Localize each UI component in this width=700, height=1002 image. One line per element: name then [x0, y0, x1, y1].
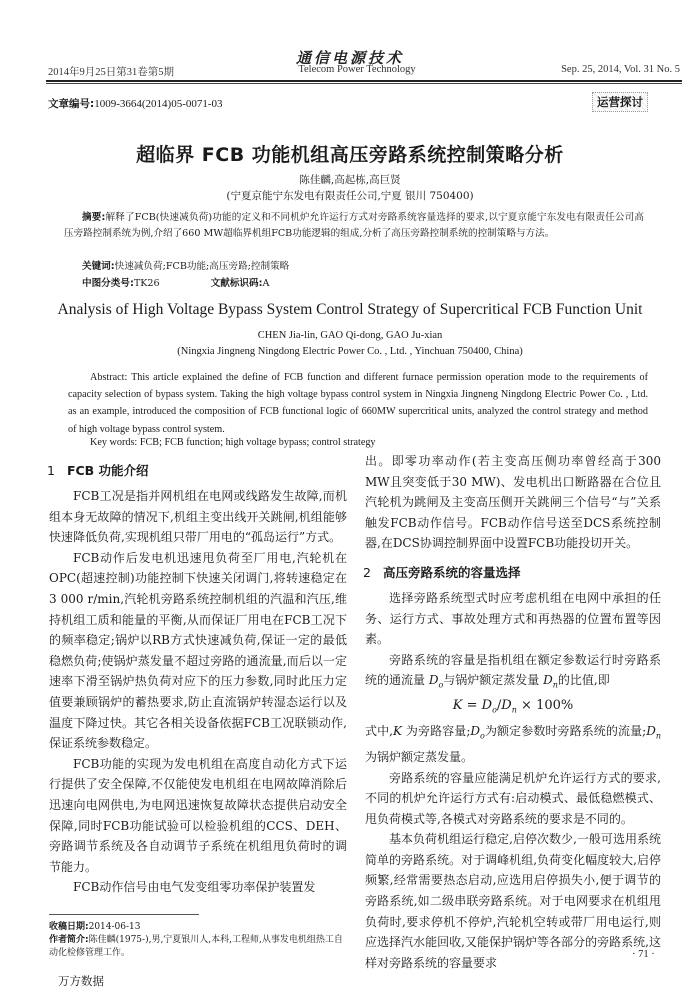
right-column: [365, 451, 661, 973]
capacity-formula: [365, 696, 661, 721]
section-2-paragraph: 基本负荷机组运行稳定,启停次数少,一般可选用系统简单的旁路系统。对于调峰机组,负荷变化幅度较大,启停频繁,经常需要热态启动,应选用启停损失小,便于调节的旁路系统,如二级串联旁路系统。对于电网要求在机组甩负荷时,要求停机不停炉,汽轮机空转或带厂用电运行,则应选择汽水能回收,又能保护锅炉等各部分的旁路系统,这样对旁路系统的容量要求: [365, 832, 661, 970]
section-2-paragraph: 旁路系统的容量应能满足机炉允许运行方式的要求,不同的机炉允许运行方式有:启动模式、最低稳燃模式、甩负荷模式等,各模式对旁路系统的要求是不同的。: [365, 770, 661, 826]
authors-cn: 陈佳麟,高起栋,高巨贤: [299, 174, 401, 186]
formula-numerator: D: [481, 698, 493, 714]
section-1-number: 1: [47, 463, 55, 478]
keywords-en: [90, 437, 376, 448]
keywords-en-label: Key words:: [90, 437, 138, 448]
header-rule: [46, 80, 682, 82]
title-en: Analysis of High Voltage Bypass System Control Strategy of Supercritical FCB Function Unit: [57, 301, 643, 318]
section-1-heading: [47, 460, 347, 482]
formula-denominator-sub: n: [511, 705, 517, 715]
header-rule-thin: [46, 83, 682, 84]
article-number-value: 1009-3664(2014)05-0071-03: [94, 98, 223, 110]
formula-numerator-sub: o: [492, 705, 497, 715]
abstract-en-text: This article explained the define of FCB function and different furnace permission operation mode to the requirements of capacity selection of bypass system. Taking the high voltage bypass control system in Ningxia Jingneng Ningdong Electric Power Co. , Ltd. as an example, introduced the composition of FCB functional logic of 660MW supercritical units, analyzed the control strategy and method of high voltage bypass control system.: [68, 372, 648, 435]
received-date: [49, 921, 349, 934]
text-run: 为旁路容量;: [405, 723, 471, 738]
abstract-en-label: Abstract:: [90, 372, 128, 383]
doc-code-label: 文献标识码:: [210, 278, 263, 289]
title-cn: 超临界 FCB 功能机组高压旁路系统控制策略分析: [136, 144, 564, 166]
keywords-en-text: FCB; FCB function; high voltage bypass; control strategy: [139, 437, 376, 448]
abstract-cn-text: 解释了FCB(快速减负荷)功能的定义和不同机炉允许运行方式对旁路系统容量选择的要求,以宁夏京能宁东发电有限责任公司高压旁路控制系统为例,介绍了660 MW超临界机组FCB功能逻辑的组成,分析了高压旁路控制系统的控制策略与方法。: [64, 212, 644, 239]
abstract-cn-label: 摘要:: [82, 212, 106, 223]
clc-value: TK26: [133, 278, 160, 289]
section-2-heading: [363, 562, 661, 584]
section-2-paragraph: [365, 650, 661, 697]
section-1-continued: 出。即零功率动作(若主变高压侧功率曾经高于300 MW且突变低于30 MW)、发电机出口断路器在合位且汽轮机为跳闸及主变高压侧开关跳闸三个信号“与”关系触发FCB动作信号。FCB动作信号送至DCS系统控制器,在DCS协调控制界面中设置FCB功能投切开关。: [365, 454, 661, 551]
left-column: [49, 458, 347, 898]
section-1-paragraph: FCB工况是指并网机组在电网或线路发生故障,而机组本身无故障的情况下,机组主变出线开关跳闸,机组能够快速降低负荷,实现机组只带厂用电的“孤岛运行”方式。: [49, 489, 347, 545]
author-bio-text: 陈佳麟(1975-),男,宁夏银川人,本科,工程师,从事发电机组热工自动化检修管理工作。: [49, 935, 343, 958]
section-2-paragraph: 选择旁路系统型式时应考虑机组在电网中承担的任务、运行方式、事故处理方式和再热器的位置布置等因素。: [365, 590, 661, 647]
running-header: [34, 64, 680, 80]
received-value: 2014-06-13: [88, 922, 141, 932]
received-label: 收稿日期:: [49, 922, 89, 932]
section-1-paragraph: FCB动作后发电机迅速甩负荷至厂用电,汽轮机在OPC(超速控制)功能控制下快速关闭调门,将转速稳定在3 000 r/min,汽轮机旁路系统控制机组的汽温和汽压,维持机组工质和能量的平衡,从而保证厂用电在FCB工况下的频率稳定;锅炉以RB方式快速减负荷,保证一定的最低稳燃负荷;使锅炉蒸发量不超过旁路的通流量,而后以一定速率下滑至锅炉热负荷对应下的压力参数,同时此压力定值要兼顾锅炉的蓄热要求,防止直流锅炉转湿态运行以及温度下降过快。其它各相关设备依据FCB工况联锁动作,保证系统参数稳定。: [49, 550, 347, 751]
text-run: 旁路系统的容量是指机组在额定参数运行时旁路系统的通流量: [365, 652, 661, 688]
formula-denominator: D: [501, 698, 512, 714]
symbol-k: K: [393, 723, 402, 738]
affiliation-cn: (宁夏京能宁东发电有限责任公司,宁夏 银川 750400): [226, 190, 474, 202]
text-run: 为锅炉额定蒸发量。: [365, 749, 474, 764]
issue-en: Sep. 25, 2014, Vol. 31 No. 5: [561, 64, 680, 75]
text-run: 的比值,即: [557, 673, 610, 688]
column-tag: 运营探讨: [592, 92, 648, 112]
classification-line: [82, 275, 269, 289]
author-bio: [49, 934, 349, 960]
formula-slash: /: [496, 698, 502, 714]
affiliation-en: (Ningxia Jingneng Ningdong Electric Power Co. , Ltd. , Yinchuan 750400, China): [177, 346, 523, 357]
text-run: 与锅炉额定蒸发量: [443, 673, 540, 688]
clc-label: 中图分类号:: [82, 278, 134, 289]
formula-times: ×: [521, 698, 532, 714]
article-number-label: 文章编号:: [48, 98, 95, 110]
symbol-d-n: $D_n$: [646, 723, 662, 741]
text-run: 式中,: [365, 723, 394, 738]
formula-percent: 100%: [536, 698, 574, 714]
formula-explanation: [365, 721, 661, 768]
formula-eq: =: [466, 698, 478, 714]
section-2-number: 2: [363, 564, 371, 580]
authors-en: CHEN Jia-lin, GAO Qi-dong, GAO Ju-xian: [257, 330, 443, 341]
section-2-title: 高压旁路系统的容量选择: [382, 564, 521, 580]
abstract-en: [68, 369, 648, 438]
keywords-cn-label: 关键词:: [82, 261, 115, 272]
article-number: [48, 96, 223, 111]
keywords-cn-text: 快速减负荷;FCB功能;高压旁路;控制策略: [114, 261, 290, 272]
journal-name-en: Telecom Power Technology: [298, 64, 416, 75]
text-run: 为额定参数时旁路系统的流量;: [484, 723, 647, 738]
symbol-d-n: $D_n$: [543, 673, 558, 690]
abstract-cn: [64, 210, 644, 241]
section-1-title: FCB 功能介绍: [66, 463, 149, 478]
journal-logo: 通信电源技术: [295, 49, 404, 67]
issue-cn: 2014年9月25日第31卷第5期: [48, 67, 174, 78]
formula-lhs: K: [452, 698, 463, 714]
symbol-d-o: $D_o$: [428, 673, 444, 690]
section-1-paragraph: FCB动作信号由电气发变组零功率保护装置发: [73, 880, 316, 895]
symbol-d-o: $D_o$: [470, 723, 485, 741]
author-bio-label: 作者简介:: [49, 935, 89, 945]
section-1-paragraph: FCB功能的实现为发电机组在高度自动化方式下运行提供了安全保障,不仅能使发电机组在电网故障消除后迅速向电网供电,为电网迅速恢复故障状态提供启动安全保障,同时FCB功能试验可以检验机组的CCS、DEH、旁路调节系统及各自动调节子系统在机组甩负荷时的调节能力。: [49, 756, 347, 874]
keywords-cn: [82, 258, 289, 272]
watermark: 万方数据: [58, 974, 104, 988]
page-number: · 71 ·: [632, 949, 655, 960]
doc-code-value: A: [262, 278, 270, 289]
footnote-rule: [49, 914, 199, 915]
